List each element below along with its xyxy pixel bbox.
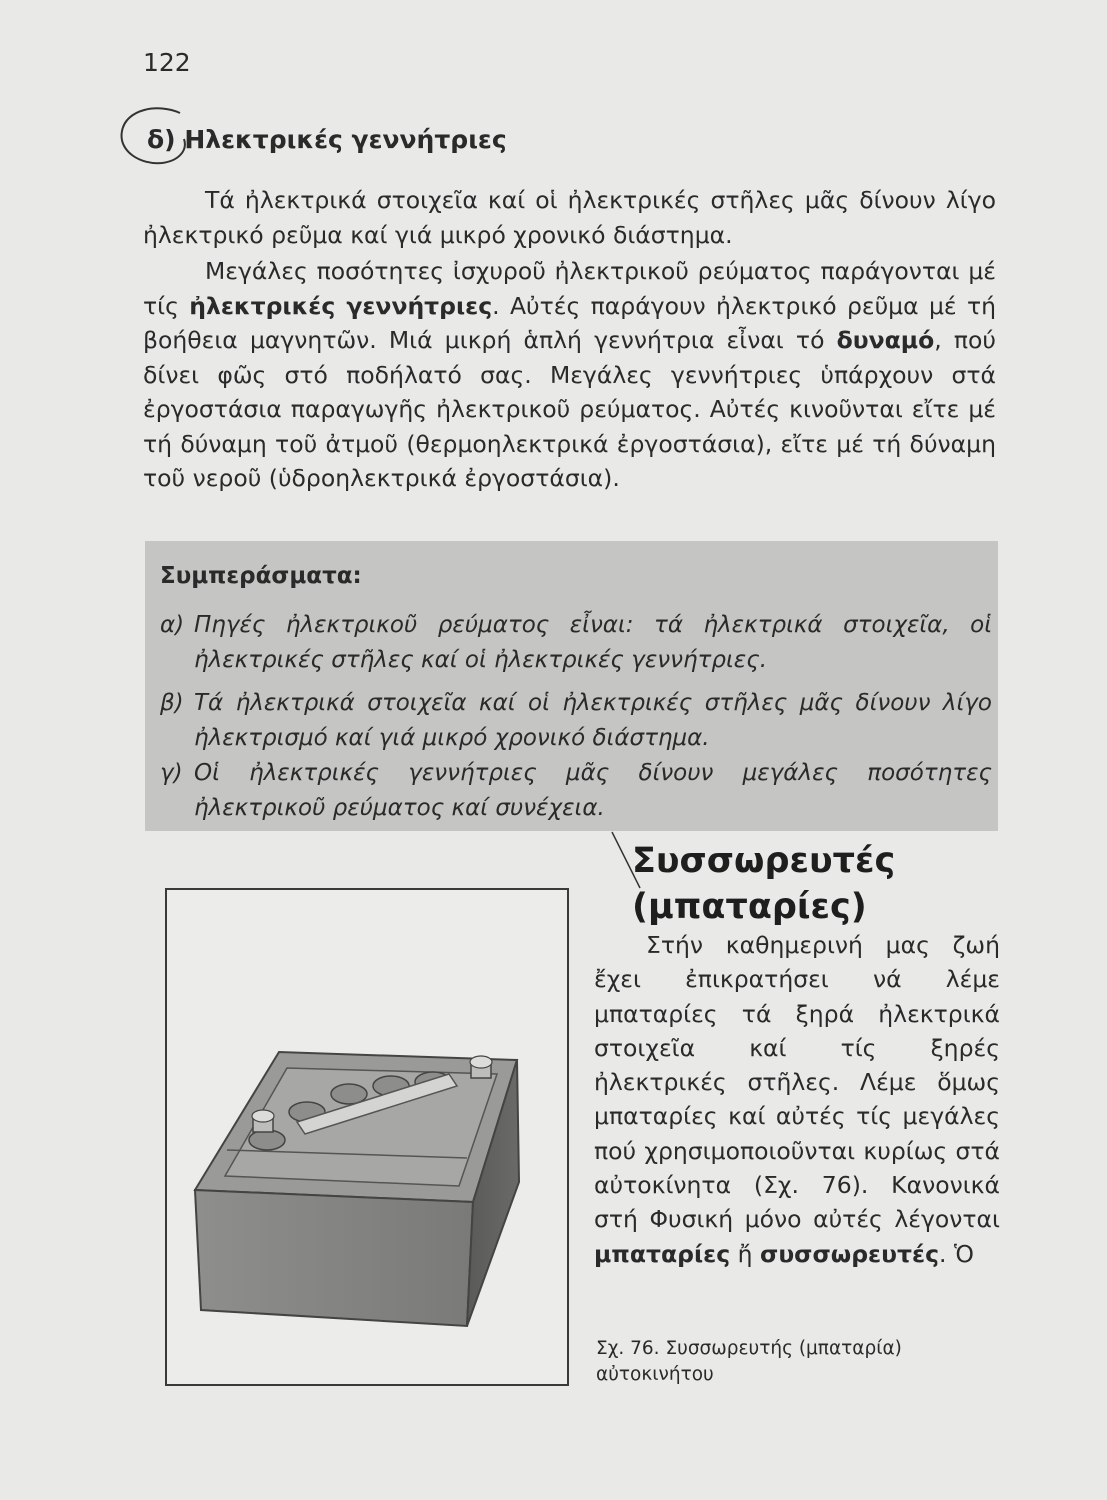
car-battery-illustration (167, 890, 567, 1384)
term-batteries: μπαταρίες (594, 1239, 731, 1268)
conclusion-item (160, 756, 992, 825)
figure-76-caption: Σχ. 76. Συσσωρευτής (μπαταρία) αὐτοκινήτου (596, 1338, 902, 1385)
figure-76-frame (165, 888, 569, 1386)
conclusion-item (160, 686, 992, 755)
intro-text: . Αὐτές παράγουν ἠλεκτρικό ρεῦμα μέ τή βοήθεια μαγνητῶν. Μιά μικρή ἁπλή γεννήτρια εἶναι τό (143, 291, 996, 354)
intro-paragraph-1: Τά ἠλεκτρικά στοιχεῖα καί οἱ ἠλεκτρικές στῆλες μᾶς δίνουν λίγο ἠλεκτρικό ρεῦμα καί γιά μικρό χρονικό διάστημα. (143, 186, 996, 249)
section-title: Ηλεκτρικές γεννήτριες (184, 125, 507, 154)
accumulators-text: Στήν καθημερινή μας ζωή ἔχει ἐπικρατήσει νά λέμε μπαταρίες τά ξηρά ἠλεκτρικά στοιχεῖα καί τίς ξηρές ἠλεκτρικές στῆλες. Λέμε ὅμως μπαταρίες καί αὐτές τίς μεγάλες πού χρησιμοποιοῦνται κυρίως στά αὐτοκίνητα (Σχ. 76). Κανονικά στή Φυσική μόνο αὐτές λέγονται (594, 931, 1000, 1234)
accumulators-title: Συσσωρευτές (632, 841, 896, 881)
conclusion-letter: β) (160, 690, 184, 716)
conclusion-letter: α) (160, 612, 185, 638)
accumulators-subtitle: (μπαταρίες) (632, 887, 867, 927)
accumulators-text: ἤ (730, 1239, 761, 1268)
intro-paragraph-2 (143, 254, 996, 496)
term-electric-generators: ἠλεκτρικές γεννήτριες (189, 291, 493, 320)
accumulators-text: . Ὁ (939, 1239, 974, 1268)
conclusion-text: Πηγές ἠλεκτρικοῦ ρεύματος εἶναι: τά ἠλεκτρικά στοιχεῖα, οἱ ἠλεκτρικές στῆλες καί οἱ ἠλεκτρικές γεννήτριες. (194, 612, 992, 673)
conclusion-item (160, 608, 992, 677)
intro-text: Μεγάλες ποσότητες ἰσχυροῦ ἠλεκτρικοῦ ρεύματος παράγονται μέ τίς (143, 257, 996, 320)
term-accumulators: συσσωρευτές (760, 1239, 939, 1268)
conclusion-text: Οἱ ἠλεκτρικές γεννήτριες μᾶς δίνουν μεγάλες ποσότητες ἠλεκτρικοῦ ρεύματος καί συνέχεια. (194, 760, 992, 821)
conclusions-title: Συμπεράσματα: (160, 563, 362, 589)
conclusion-text: Τά ἠλεκτρικά στοιχεῖα καί οἱ ἠλεκτρικές στῆλες μᾶς δίνουν λίγο ἠλεκτρισμό καί γιά μικρό χρονικό διάστημα. (194, 690, 992, 751)
section-label: δ) (147, 125, 176, 154)
page-number: 122 (143, 48, 191, 77)
accumulators-paragraph (594, 928, 1000, 1271)
section-heading (147, 125, 507, 154)
conclusion-letter: γ) (160, 760, 183, 786)
intro-text: , πού δίνει φῶς στό ποδήλατό σας. Μεγάλες γεννήτριες ὑπάρχουν στά ἐργοστάσια παραγωγῆς ἠλεκτρικοῦ ρεύματος. Αὐτές κινοῦνται εἴτε μέ τή δύναμη τοῦ ἀτμοῦ (θερμοηλεκτρικά ἐργοστάσια), εἴτε μέ τή δύναμη τοῦ νεροῦ (ὑδροηλεκτρικά ἐργοστάσια). (143, 326, 996, 492)
accumulators-heading (632, 838, 895, 930)
term-dynamo: δυναμό (836, 326, 935, 354)
